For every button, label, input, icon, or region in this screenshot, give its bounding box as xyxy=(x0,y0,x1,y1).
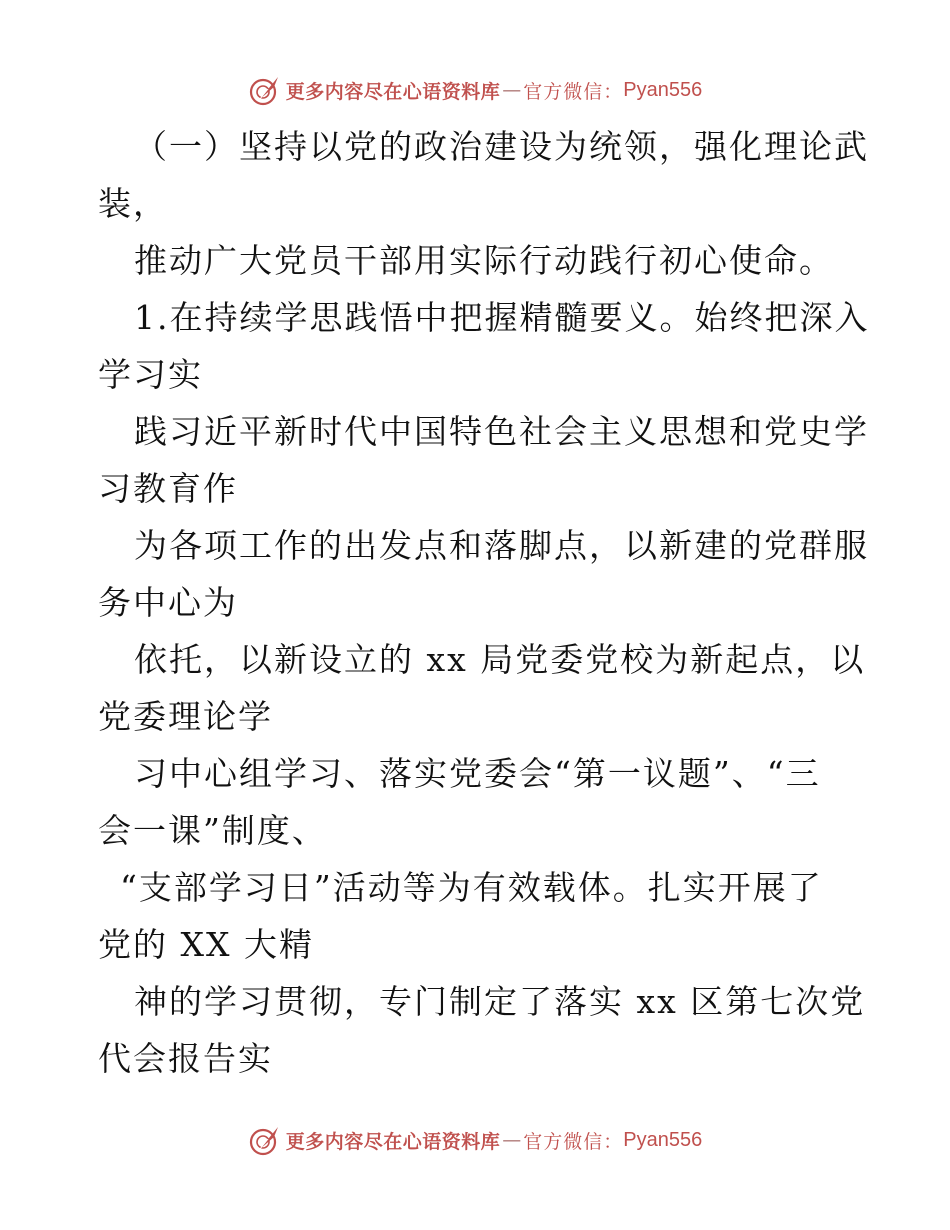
quill-logo-icon xyxy=(248,1123,282,1157)
text-line-10: 依托，以新设立的 xx 局党委党校为新起点，以 xyxy=(134,640,866,679)
watermark-wechat-id: Pyan556 xyxy=(623,78,703,101)
quill-logo-icon xyxy=(248,73,282,107)
text-line-5: 学习实 xyxy=(98,355,203,394)
text-line-1: （一）坚持以党的政治建设为统领，强化理论武 xyxy=(134,127,869,166)
footer-watermark xyxy=(0,1120,950,1160)
watermark-wechat-label: 官方微信： xyxy=(523,1130,624,1153)
header-watermark xyxy=(0,70,950,110)
watermark-wechat-id: Pyan556 xyxy=(623,1128,703,1151)
text-line-17: 代会报告实 xyxy=(98,1039,273,1078)
watermark-dash: — xyxy=(502,79,522,101)
watermark-site-name: 更多内容尽在心语资料库 xyxy=(285,1130,501,1153)
text-line-2: 装， xyxy=(98,184,168,223)
text-line-11: 党委理论学 xyxy=(98,697,273,736)
text-line-12: 习中心组学习、落实党委会“第一议题”、“三 xyxy=(134,754,821,793)
text-line-4: 1.在持续学思践悟中把握精髓要义。始终把深入 xyxy=(134,298,870,337)
watermark-wechat-label: 官方微信： xyxy=(523,80,624,103)
text-line-13: 会一课”制度、 xyxy=(98,811,327,850)
text-line-8: 为各项工作的出发点和落脚点，以新建的党群服 xyxy=(134,526,869,565)
text-line-15: 党的 XX 大精 xyxy=(98,925,314,964)
watermark-site-name: 更多内容尽在心语资料库 xyxy=(285,80,501,103)
document-body xyxy=(98,118,870,1087)
watermark-dash: — xyxy=(502,1129,522,1151)
text-line-6: 践习近平新时代中国特色社会主义思想和党史学 xyxy=(134,412,869,451)
text-line-16: 神的学习贯彻，专门制定了落实 xx 区第七次党 xyxy=(134,982,866,1021)
text-line-9: 务中心为 xyxy=(98,583,238,622)
text-line-14: “支部学习日”活动等为有效载体。扎实开展了 xyxy=(120,868,823,907)
text-line-7: 习教育作 xyxy=(98,469,238,508)
text-line-3: 推动广大党员干部用实际行动践行初心使命。 xyxy=(134,241,834,280)
